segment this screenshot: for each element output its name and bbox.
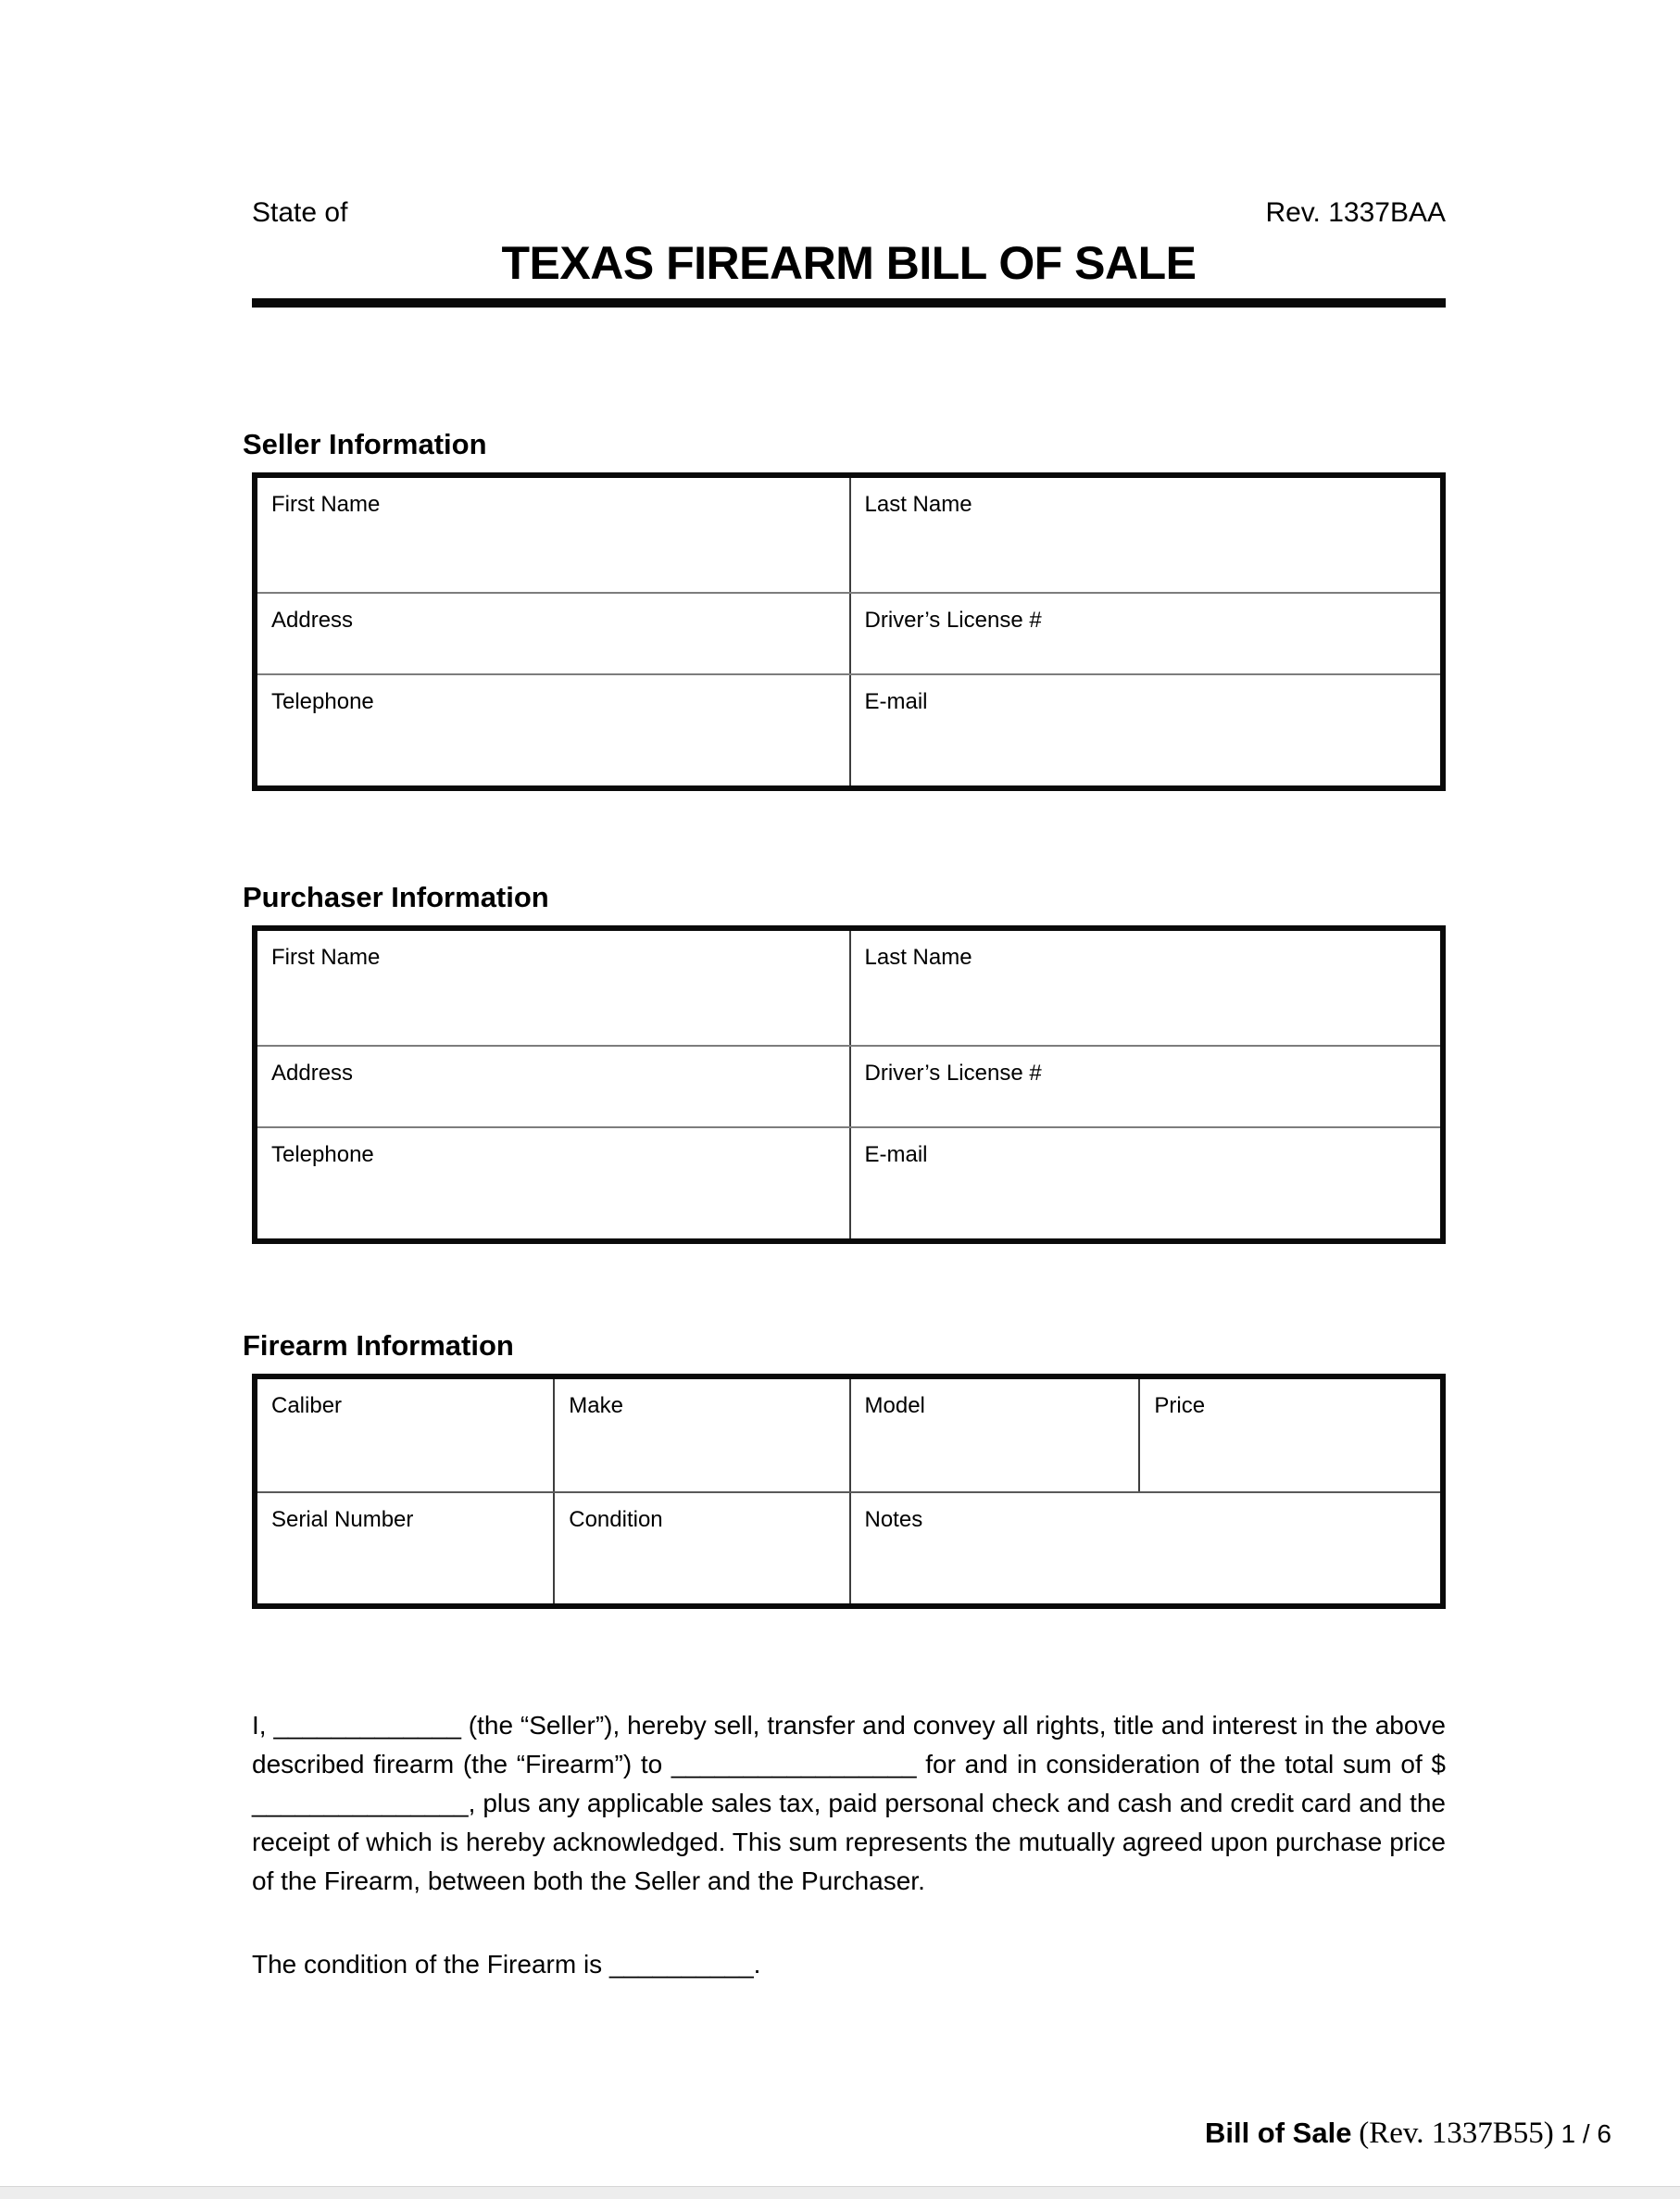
table-row (257, 1379, 1440, 1491)
seller-last-name-field: Last Name (849, 478, 1441, 592)
seller-section-heading: Seller Information (243, 428, 487, 460)
firearm-info-table (252, 1374, 1446, 1609)
firearm-serial-number-field: Serial Number (271, 1507, 414, 1532)
table-row (257, 1491, 1440, 1603)
firearm-notes-field: Notes (849, 1493, 1441, 1603)
header-revision-label: Rev. 1337BAA (1265, 197, 1446, 228)
seller-info-table (252, 472, 1446, 791)
seller-first-name-field: First Name (271, 492, 381, 517)
document-content (243, 0, 1446, 1984)
table-row (257, 931, 1440, 1045)
table-row (257, 1045, 1440, 1126)
viewer-bottom-edge (0, 2186, 1680, 2199)
seller-email-field: E-mail (849, 675, 1441, 785)
seller-address-field: Address (271, 608, 354, 633)
page-title: TEXAS FIREARM BILL OF SALE (501, 237, 1197, 289)
footer-doc-name: Bill of Sale (1204, 2117, 1352, 2149)
purchaser-telephone-field: Telephone (271, 1142, 374, 1167)
table-row (257, 592, 1440, 673)
firearm-make-field: Make (553, 1379, 848, 1491)
firearm-model-field: Model (849, 1379, 1139, 1491)
document-header (252, 0, 1446, 230)
purchaser-email-field: E-mail (849, 1128, 1441, 1238)
footer-page-number: 1 / 6 (1561, 2119, 1611, 2148)
firearm-condition-field: Condition (553, 1493, 848, 1603)
purchaser-drivers-license-field: Driver’s License # (849, 1047, 1441, 1126)
page-footer (1205, 2117, 1611, 2151)
title-divider-rule (252, 298, 1446, 308)
purchaser-section-heading: Purchaser Information (243, 881, 549, 913)
table-row (257, 1126, 1440, 1238)
purchaser-first-name-field: First Name (271, 945, 381, 970)
purchaser-info-table (252, 925, 1446, 1244)
state-of-label: State of (252, 197, 348, 228)
firearm-caliber-field: Caliber (271, 1393, 343, 1418)
firearm-price-field: Price (1138, 1379, 1440, 1491)
seller-drivers-license-field: Driver’s License # (849, 594, 1441, 673)
purchaser-last-name-field: Last Name (849, 931, 1441, 1045)
footer-revision: (Rev. 1337B55) (1359, 2117, 1554, 2150)
firearm-condition-sentence: The condition of the Firearm is __________. (252, 1950, 761, 1979)
firearm-section-heading: Firearm Information (243, 1329, 514, 1362)
sale-declaration-paragraph: I, _____________ (the “Seller”), hereby sell, transfer and convey all rights, title and interest in the above described firearm (the “Firearm”) to _________________ for and in consideration of the total sum of $ _______________, plus any applicable sales tax, paid personal check and cash and credit card and the receipt of which is hereby acknowledged. This sum represents the mutually agreed upon purchase price of the Firearm, between both the Seller and the Purchaser. (252, 1711, 1446, 1895)
table-row (257, 673, 1440, 785)
seller-telephone-field: Telephone (271, 689, 374, 714)
table-row (257, 478, 1440, 592)
purchaser-address-field: Address (271, 1061, 354, 1086)
